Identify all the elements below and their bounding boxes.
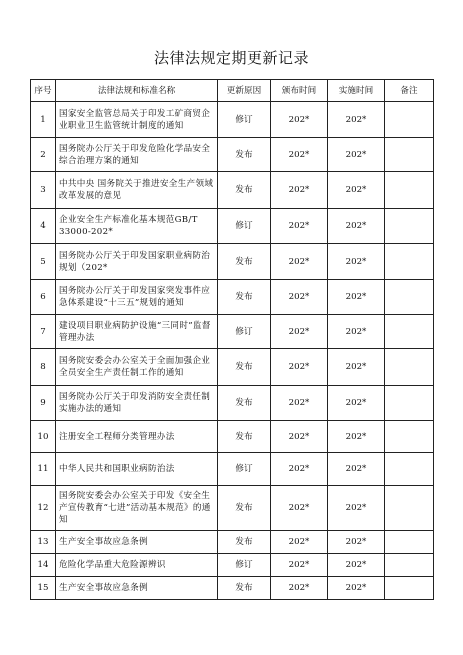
cell-name: 危险化学品重大危险源辨识	[56, 554, 218, 577]
cell-issued: 202*	[271, 386, 328, 421]
cell-remark	[385, 172, 434, 209]
cell-name: 国务院办公厅关于印发消防安全责任制实施办法的通知	[56, 386, 218, 421]
table-row	[31, 244, 434, 280]
cell-issued: 202*	[271, 577, 328, 600]
cell-name: 国务院安委会办公室关于印发《安全生产宣传教育“七进”活动基本规范》的通知	[56, 486, 218, 531]
table-row	[31, 577, 434, 600]
table-row	[31, 554, 434, 577]
cell-reason: 发布	[218, 386, 271, 421]
cell-effective: 202*	[328, 531, 385, 554]
table-row	[31, 486, 434, 531]
cell-effective: 202*	[328, 138, 385, 172]
cell-issued: 202*	[271, 172, 328, 209]
cell-name: 企业安全生产标准化基本规范GB/T 33000-202*	[56, 209, 218, 244]
cell-remark	[385, 386, 434, 421]
header-name: 法律法规和标准名称	[56, 80, 218, 102]
cell-remark	[385, 486, 434, 531]
cell-remark	[385, 531, 434, 554]
cell-effective: 202*	[328, 453, 385, 486]
cell-index: 4	[31, 209, 56, 244]
cell-index: 14	[31, 554, 56, 577]
header-issued: 颁布时间	[271, 80, 328, 102]
cell-remark	[385, 244, 434, 280]
cell-reason: 修订	[218, 453, 271, 486]
cell-index: 7	[31, 315, 56, 349]
cell-issued: 202*	[271, 315, 328, 349]
cell-index: 8	[31, 349, 56, 386]
table-row	[31, 453, 434, 486]
cell-remark	[385, 577, 434, 600]
cell-name: 国务院安委会办公室关于全面加强企业全员安全生产责任制工作的通知	[56, 349, 218, 386]
table-row	[31, 102, 434, 138]
cell-reason: 发布	[218, 138, 271, 172]
cell-remark	[385, 315, 434, 349]
cell-issued: 202*	[271, 280, 328, 315]
page-title: 法律法规定期更新记录	[153, 49, 309, 67]
cell-reason: 修订	[218, 102, 271, 138]
cell-reason: 发布	[218, 244, 271, 280]
cell-index: 9	[31, 386, 56, 421]
cell-reason: 修订	[218, 209, 271, 244]
cell-reason: 修订	[218, 315, 271, 349]
cell-remark	[385, 138, 434, 172]
cell-reason: 发布	[218, 531, 271, 554]
header-effective: 实施时间	[328, 80, 385, 102]
cell-name: 生产安全事故应急条例	[56, 577, 218, 600]
cell-effective: 202*	[328, 486, 385, 531]
cell-reason: 发布	[218, 486, 271, 531]
cell-name: 建设项目职业病防护设施“三同时”监督管理办法	[56, 315, 218, 349]
cell-effective: 202*	[328, 421, 385, 453]
cell-issued: 202*	[271, 421, 328, 453]
cell-name: 注册安全工程师分类管理办法	[56, 421, 218, 453]
table-row	[31, 172, 434, 209]
cell-index: 6	[31, 280, 56, 315]
cell-name: 国家安全监管总局关于印发工矿商贸企业职业卫生监管统计制度的通知	[56, 102, 218, 138]
cell-effective: 202*	[328, 554, 385, 577]
cell-remark	[385, 554, 434, 577]
cell-effective: 202*	[328, 315, 385, 349]
cell-issued: 202*	[271, 244, 328, 280]
table-header-row	[31, 80, 434, 102]
header-remark: 备注	[385, 80, 434, 102]
cell-index: 15	[31, 577, 56, 600]
cell-reason: 发布	[218, 421, 271, 453]
cell-issued: 202*	[271, 453, 328, 486]
cell-effective: 202*	[328, 172, 385, 209]
cell-effective: 202*	[328, 280, 385, 315]
cell-index: 12	[31, 486, 56, 531]
cell-name: 中共中央 国务院关于推进安全生产领域改革发展的意见	[56, 172, 218, 209]
table-row	[31, 209, 434, 244]
cell-name: 国务院办公厅关于印发危险化学品安全综合治理方案的通知	[56, 138, 218, 172]
cell-issued: 202*	[271, 138, 328, 172]
cell-remark	[385, 280, 434, 315]
cell-reason: 修订	[218, 554, 271, 577]
cell-effective: 202*	[328, 244, 385, 280]
cell-issued: 202*	[271, 209, 328, 244]
records-table	[30, 79, 434, 600]
header-index: 序号	[31, 80, 56, 102]
cell-name: 生产安全事故应急条例	[56, 531, 218, 554]
cell-index: 5	[31, 244, 56, 280]
table-row	[31, 138, 434, 172]
cell-name: 国务院办公厅关于印发国家突发事件应急体系建设“十三五”规划的通知	[56, 280, 218, 315]
table-row	[31, 531, 434, 554]
table-row	[31, 315, 434, 349]
cell-remark	[385, 453, 434, 486]
table-row	[31, 280, 434, 315]
cell-issued: 202*	[271, 102, 328, 138]
cell-name: 国务院办公厅关于印发国家职业病防治规划（202*	[56, 244, 218, 280]
cell-name: 中华人民共和国职业病防治法	[56, 453, 218, 486]
cell-issued: 202*	[271, 554, 328, 577]
cell-reason: 发布	[218, 577, 271, 600]
cell-remark	[385, 102, 434, 138]
cell-index: 1	[31, 102, 56, 138]
cell-index: 10	[31, 421, 56, 453]
cell-issued: 202*	[271, 349, 328, 386]
cell-index: 11	[31, 453, 56, 486]
cell-reason: 发布	[218, 172, 271, 209]
table-row	[31, 386, 434, 421]
cell-effective: 202*	[328, 386, 385, 421]
table-row	[31, 421, 434, 453]
cell-issued: 202*	[271, 531, 328, 554]
cell-index: 13	[31, 531, 56, 554]
cell-reason: 发布	[218, 349, 271, 386]
header-reason: 更新原因	[218, 80, 271, 102]
cell-remark	[385, 349, 434, 386]
cell-effective: 202*	[328, 349, 385, 386]
cell-effective: 202*	[328, 209, 385, 244]
cell-issued: 202*	[271, 486, 328, 531]
cell-index: 3	[31, 172, 56, 209]
cell-remark	[385, 209, 434, 244]
table-row	[31, 349, 434, 386]
cell-remark	[385, 421, 434, 453]
cell-index: 2	[31, 138, 56, 172]
cell-effective: 202*	[328, 577, 385, 600]
cell-effective: 202*	[328, 102, 385, 138]
cell-reason: 发布	[218, 280, 271, 315]
